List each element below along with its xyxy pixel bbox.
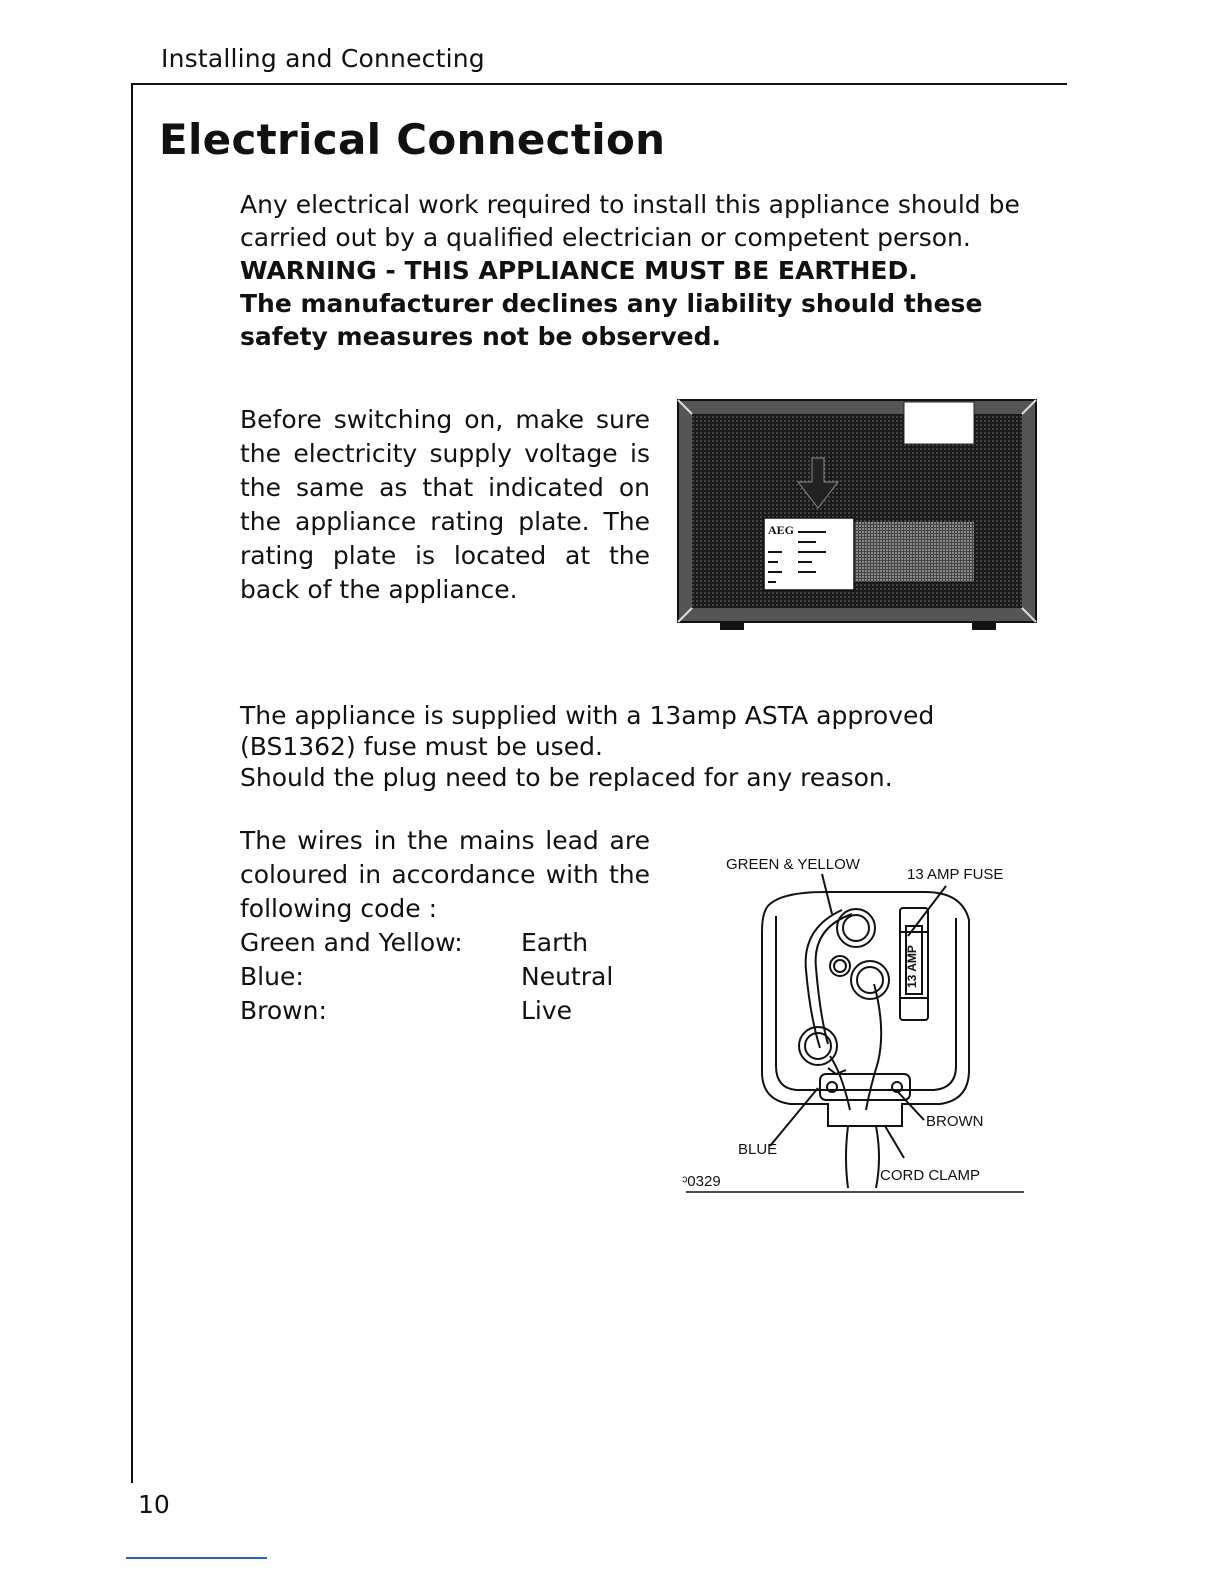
wire-code-row [240, 994, 613, 1028]
wire-meaning: Neutral [521, 962, 614, 991]
intro-paragraph [240, 188, 1040, 353]
voltage-paragraph: Before switching on, make sure the electricity supply voltage is the same as that indicated on the appliance rating plate. The rating plate is located at the back of the appliance. [240, 405, 650, 604]
wires-paragraph: The wires in the mains lead are coloured in accordance with the following code : [240, 826, 650, 923]
wire-colour: Blue: [240, 962, 304, 991]
label-cord-clamp: CORD CLAMP [880, 1167, 981, 1184]
fuse-text-1: The appliance is supplied with a 13amp ASTA approved (BS1362) fuse must be used. [240, 701, 935, 761]
left-margin-rule [131, 83, 133, 1483]
label-green-yellow: GREEN & YELLOW [726, 856, 860, 873]
wire-meaning: Live [521, 996, 573, 1025]
fuse-paragraph [240, 700, 1040, 793]
fuse-text-2: Should the plug need to be replaced for any reason. [240, 763, 893, 792]
rating-plate-figure [676, 396, 1038, 632]
page-title: Electrical Connection [159, 115, 666, 164]
wire-code-row [240, 960, 613, 994]
label-13-amp-fuse: 13 AMP FUSE [907, 866, 1004, 883]
label-brown: BROWN [926, 1113, 984, 1130]
plug-wiring-diagram [680, 848, 1026, 1194]
header-rule [131, 83, 1067, 85]
rating-plate-brand: AEG [768, 523, 795, 537]
wire-colour: Brown: [240, 996, 327, 1025]
running-header: Installing and Connecting [161, 44, 485, 73]
warning-text: WARNING - THIS APPLIANCE MUST BE EARTHED. [240, 256, 918, 285]
wire-code-table [240, 926, 613, 1028]
figure-id: ᵓ0329 [682, 1173, 721, 1190]
fuse-body-label: 13 AMP [905, 945, 919, 988]
liability-text: The manufacturer declines any liability should these safety measures not be observed. [240, 289, 983, 351]
wire-meaning: Earth [521, 928, 589, 957]
wire-code-row [240, 926, 613, 960]
label-blue: BLUE [738, 1141, 778, 1158]
page-number: 10 [138, 1490, 170, 1519]
bottom-mark [126, 1557, 267, 1559]
intro-text: Any electrical work required to install this appliance should be carried out by a qualified electrician or competent person. [240, 190, 1020, 252]
wire-colour: Green and Yellow: [240, 928, 463, 957]
